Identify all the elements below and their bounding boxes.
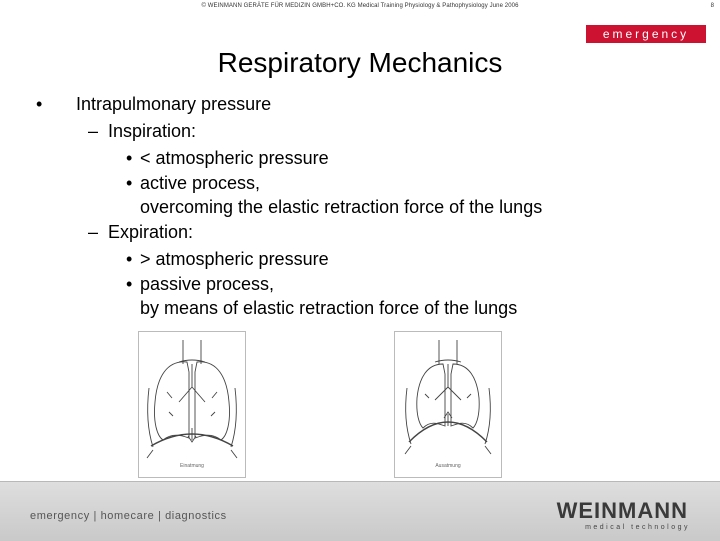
footer-bar: [0, 481, 720, 541]
bullet-text: passive process,: [140, 274, 275, 294]
lungs-inspiration-illustration: [139, 332, 245, 477]
bullet-marker: •: [126, 148, 133, 168]
emergency-badge: emergency: [586, 25, 706, 43]
bullet-text: overcoming the elastic retraction force of the lungs: [140, 197, 543, 217]
footer-tagline: emergency | homecare | diagnostics: [30, 510, 227, 522]
bullet-marker: –: [88, 222, 99, 242]
figure-caption: Einatmung: [180, 463, 204, 469]
page-number: 8: [710, 3, 714, 9]
bullet-text: Expiration:: [108, 222, 194, 242]
bullet-marker: •: [126, 274, 133, 294]
bullet-marker: •: [36, 94, 43, 114]
weinmann-logo: WEINMANN: [556, 498, 688, 523]
bullet-marker: •: [126, 173, 133, 193]
bullet-text: by means of elastic retraction force of the lungs: [140, 298, 518, 318]
bullet-text: < atmospheric pressure: [140, 148, 329, 168]
bullet-marker: •: [126, 249, 133, 269]
bullet-text: Intrapulmonary pressure: [76, 94, 272, 114]
lungs-expiration-illustration: [395, 332, 501, 477]
expiration-figure: [394, 331, 502, 478]
slide-title: Respiratory Mechanics: [217, 47, 503, 78]
weinmann-logo-subtitle: medical technology: [585, 524, 690, 531]
bullet-text: active process,: [140, 173, 261, 193]
bullet-text: Inspiration:: [108, 121, 197, 141]
inspiration-figure: [138, 331, 246, 478]
bullet-text: > atmospheric pressure: [140, 249, 329, 269]
bullet-marker: –: [88, 121, 99, 141]
copyright-notice: © WEINMANN GERÄTE FÜR MEDIZIN GMBH+CO. KG Medical Training Physiology & Pathophysiology June 2006: [201, 3, 519, 9]
bullet-item: [36, 92, 42, 116]
figure-caption: Ausatmung: [435, 463, 461, 469]
